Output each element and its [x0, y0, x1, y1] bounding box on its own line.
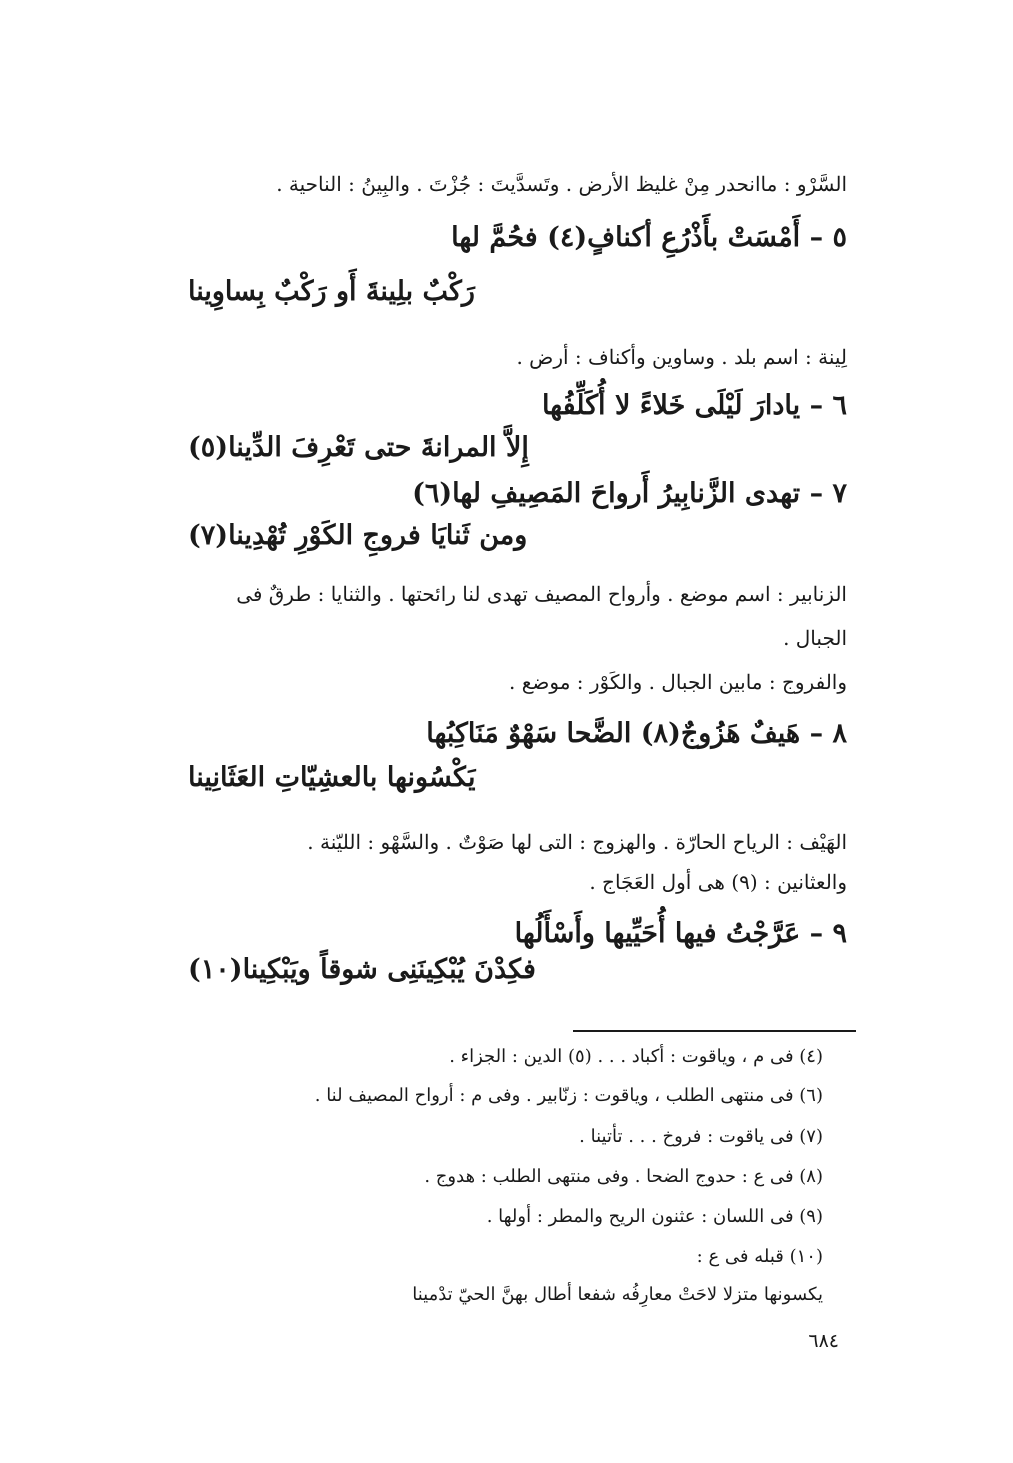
page-number: ٦٨٤ [808, 1330, 839, 1352]
gloss-line-3a: الزنابير : اسم موضع . وأرواح المصيف تهدى لنا رائحتها . والثنايا : طرقٌ فى [236, 582, 847, 606]
footnote-8: (٨) فى ع : حدوج الضحا . وفى منتهى الطلب : هدوج . [424, 1166, 823, 1187]
footnote-6: (٦) فى منتهى الطلب ، وياقوت : زنّابير . وفى م : أرواح المصيف لنا . [314, 1085, 823, 1106]
verse-7-first-hemistich: ٧ – تهدى الزَّنابِيرُ أَرواحَ المَصِيفِ لها(٦) [412, 478, 847, 509]
footnote-10-verse: يكسونها متزلا لاحَتْ معارِفُه شفعا أطال بهنَّ الحيّ تدْمينا [412, 1284, 823, 1305]
gloss-line-5b: والعثانين : (٩) هى أول العَجَاج . [589, 870, 847, 894]
gloss-line-5a: الهَيْف : الرياح الحارّة . والهزوج : التى لها صَوْتٌ . والسَّهْو : الليّنة . [307, 830, 847, 854]
footnote-10-heading: (١٠) قبله فى ع : [696, 1246, 823, 1267]
verse-8-second-hemistich: يَكْسُونها بالعشِيّاتِ العَثَانِينا [188, 762, 476, 793]
verse-7-second-hemistich: ومن ثَنايَا فروجِ الكَوْرِ تُهْدِينا(٧) [188, 520, 528, 551]
verse-6-first-hemistich: ٦ – يادارَ لَيْلَى خَلاءً لا أُكَلِّفُها [541, 390, 847, 421]
footnote-separator [573, 1030, 856, 1032]
verse-8-first-hemistich: ٨ – هَيفٌ هَزُوجٌ(٨) الضَّحا سَهْوٌ مَنَاكِبُها [426, 718, 847, 749]
verse-9-second-hemistich: فكِدْنَ يُبْكِينَنِى شوقاً ويَبْكِينا(١٠) [188, 954, 536, 985]
footnote-7: (٧) فى ياقوت : فروخ . . . تأتينا . [579, 1126, 823, 1147]
footnote-4-5: (٤) فى م ، وياقوت : أكباد . . . (٥) الدين : الجزاء . [449, 1046, 823, 1067]
gloss-line-2: لِينة : اسم بلد . وساوين وأكناف : أرض . [516, 345, 847, 369]
verse-6-second-hemistich: إِلاَّ المرانةَ حتى تَعْرِفَ الدِّينا(٥) [188, 432, 529, 463]
verse-5-first-hemistich: ٥ – أَمْسَتْ بأَذْرُعِ أكنافٍ(٤) فحُمَّ لها [451, 222, 847, 253]
verse-9-first-hemistich: ٩ – عَرَّجْتُ فيها أُحَيِّيها وأَسْأَلُها [514, 918, 847, 949]
gloss-line-3b: الجبال . [783, 626, 847, 650]
footnote-9: (٩) فى اللسان : عثنون الريح والمطر : أولها . [486, 1206, 823, 1227]
gloss-line-4: والفروج : مابين الجبال . والكَوْر : موضع . [509, 670, 847, 694]
verse-5-second-hemistich: رَكْبٌ بلِينةَ أَو رَكْبٌ بِساوِينا [188, 276, 475, 307]
gloss-line-1: السَّرْو : ماانحدر مِنْ غليظ الأرض . وتَسدَّيتَ : جُزْتَ . والبِينُ : الناحية . [276, 172, 847, 196]
